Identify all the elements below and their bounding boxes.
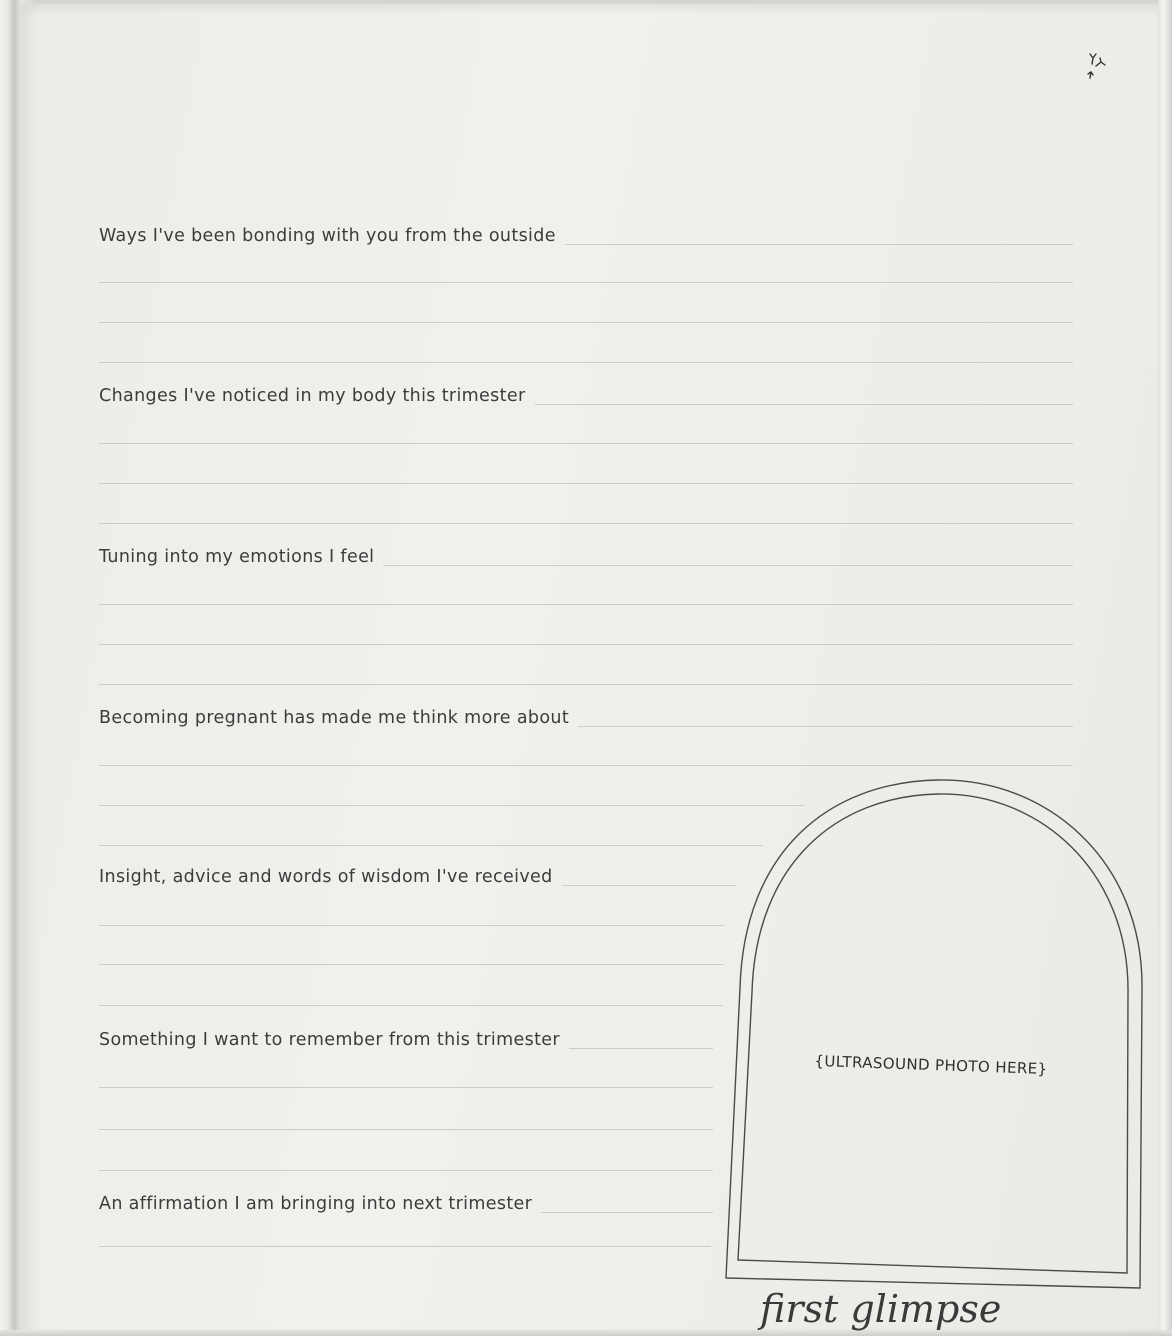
writing-line[interactable] [383,565,1073,566]
writing-line[interactable] [99,322,1073,323]
writing-line[interactable] [578,726,1073,727]
writing-line[interactable] [99,1005,723,1006]
writing-line[interactable] [99,964,724,965]
photo-placeholder[interactable]: {ULTRASOUND PHOTO HERE} [814,1051,1048,1079]
prompt-think-more[interactable] [99,704,1073,728]
prompt-label: Tuning into my emotions I feel [99,547,375,567]
prompt-remember[interactable] [99,1026,713,1050]
prompt-body-changes[interactable] [99,382,1073,406]
writing-line[interactable] [99,483,1073,484]
writing-line[interactable] [541,1212,713,1213]
prompt-label: Ways I've been bonding with you from the outside [99,226,556,246]
writing-line[interactable] [99,1129,713,1130]
prompt-label: Something I want to remember from this trimester [99,1030,560,1050]
frame-caption-script [752,1282,1108,1336]
writing-line[interactable] [99,644,1073,645]
prompt-affirmation[interactable] [99,1190,713,1214]
prompt-label: Becoming pregnant has made me think more about [99,708,570,728]
writing-line[interactable] [99,604,1073,605]
writing-line[interactable] [99,684,1073,685]
writing-line[interactable] [99,362,1073,363]
writing-line[interactable] [562,885,736,886]
writing-line[interactable] [99,1170,713,1171]
photo-frame-arch [716,770,1156,1300]
prompt-label: Changes I've noticed in my body this trimester [99,386,526,406]
prompt-wisdom[interactable] [99,863,736,887]
writing-line[interactable] [99,765,1073,766]
prompt-label: Insight, advice and words of wisdom I've received [99,867,553,887]
writing-line[interactable] [569,1048,713,1049]
writing-line[interactable] [99,1087,713,1088]
prompt-label: An affirmation I am bringing into next trimester [99,1194,533,1214]
prompt-bonding[interactable] [99,222,1073,246]
writing-line[interactable] [99,443,1073,444]
writing-line[interactable] [99,925,724,926]
prompt-emotions[interactable] [99,543,1073,567]
writing-line[interactable] [535,404,1073,405]
writing-line[interactable] [99,1246,711,1247]
writing-line[interactable] [565,244,1073,245]
frame-caption: first glimpse [760,1287,1002,1331]
writing-line[interactable] [99,282,1073,283]
writing-line[interactable] [99,523,1073,524]
writing-line[interactable] [99,805,804,806]
plant-sprig-icon [1080,48,1116,88]
page-edge [1158,0,1172,1336]
writing-line[interactable] [99,845,763,846]
